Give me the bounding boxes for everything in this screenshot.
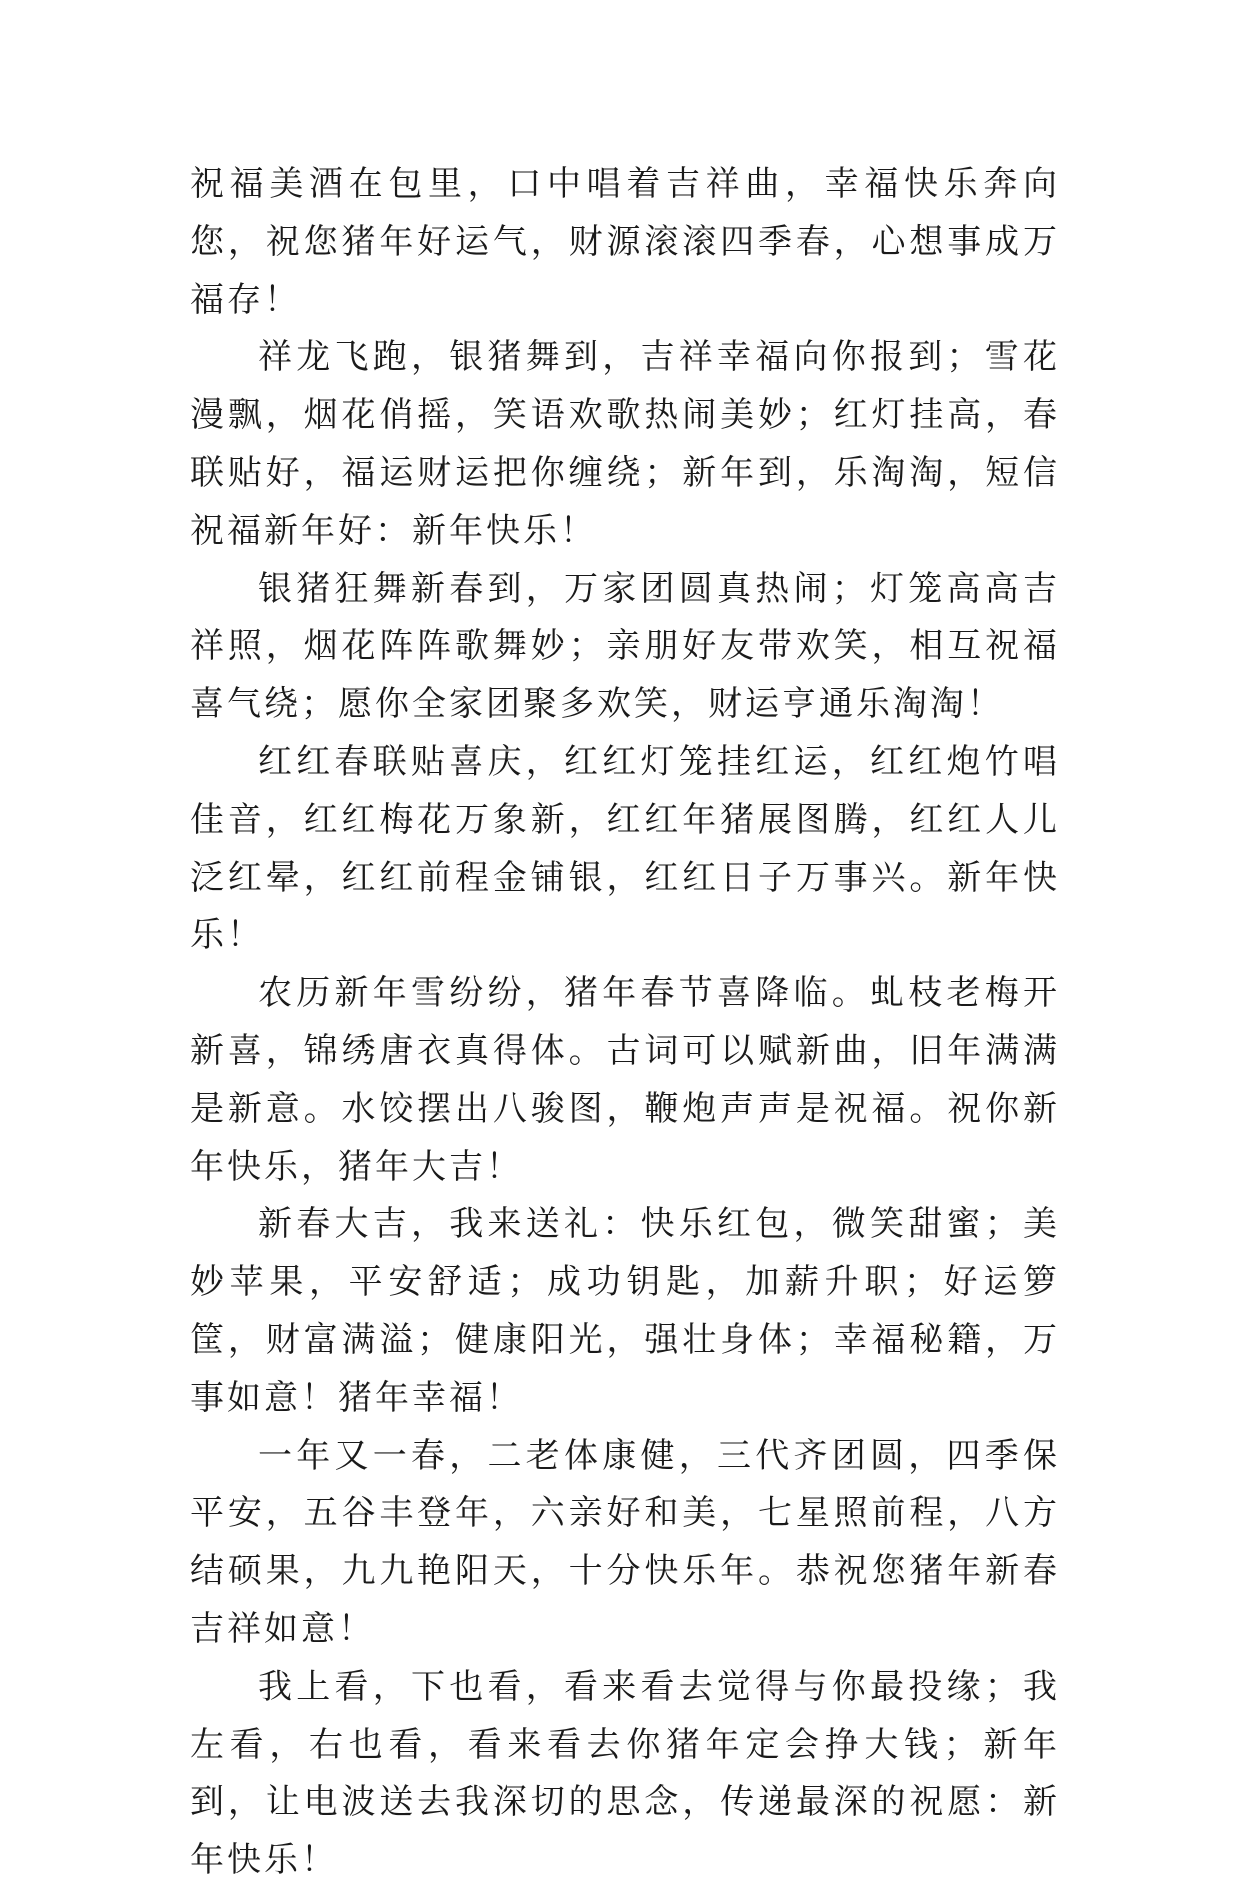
paragraph-5: 农历新年雪纷纷，猪年春节喜降临。虬枝老梅开新喜，锦绣唐衣真得体。古词可以赋新曲，旧年满满是新意。水饺摆出八骏图，鞭炮声声是祝福。祝你新年快乐，猪年大吉！ [190, 973, 1060, 1187]
document-body [190, 156, 1060, 1890]
paragraph-7: 一年又一春，二老体康健，三代齐团圆，四季保平安，五谷丰登年，六亲好和美，七星照前程，八方结硕果，九九艳阳天，十分快乐年。恭祝您猪年新春吉祥如意！ [190, 1435, 1060, 1649]
paragraph-4: 红红春联贴喜庆，红红灯笼挂红运，红红炮竹唱佳音，红红梅花万象新，红红年猪展图腾，红红人儿泛红晕，红红前程金铺银，红红日子万事兴。新年快乐！ [190, 741, 1060, 956]
paragraph-6: 新春大吉，我来送礼：快乐红包，微笑甜蜜；美妙苹果，平安舒适；成功钥匙，加薪升职；好运箩筐，财富满溢；健康阳光，强壮身体；幸福秘籍，万事如意！猪年幸福！ [190, 1204, 1060, 1418]
paragraph-1: 祝福美酒在包里，口中唱着吉祥曲，幸福快乐奔向您，祝您猪年好运气，财源滚滚四季春，心想事成万福存！ [190, 164, 1060, 320]
paragraph-2: 祥龙飞跑，银猪舞到，吉祥幸福向你报到；雪花漫飘，烟花俏摇，笑语欢歌热闹美妙；红灯挂高，春联贴好，福运财运把你缠绕；新年到，乐淘淘，短信祝福新年好：新年快乐！ [190, 337, 1060, 551]
paragraph-8: 我上看，下也看，看来看去觉得与你最投缘；我左看，右也看，看来看去你猪年定会挣大钱；新年到，让电波送去我深切的思念，传递最深的祝愿：新年快乐！ [190, 1666, 1060, 1881]
paragraph-3: 银猪狂舞新春到，万家团圆真热闹；灯笼高高吉祥照，烟花阵阵歌舞妙；亲朋好友带欢笑，相互祝福喜气绕；愿你全家团聚多欢笑，财运亨通乐淘淘！ [190, 568, 1060, 725]
